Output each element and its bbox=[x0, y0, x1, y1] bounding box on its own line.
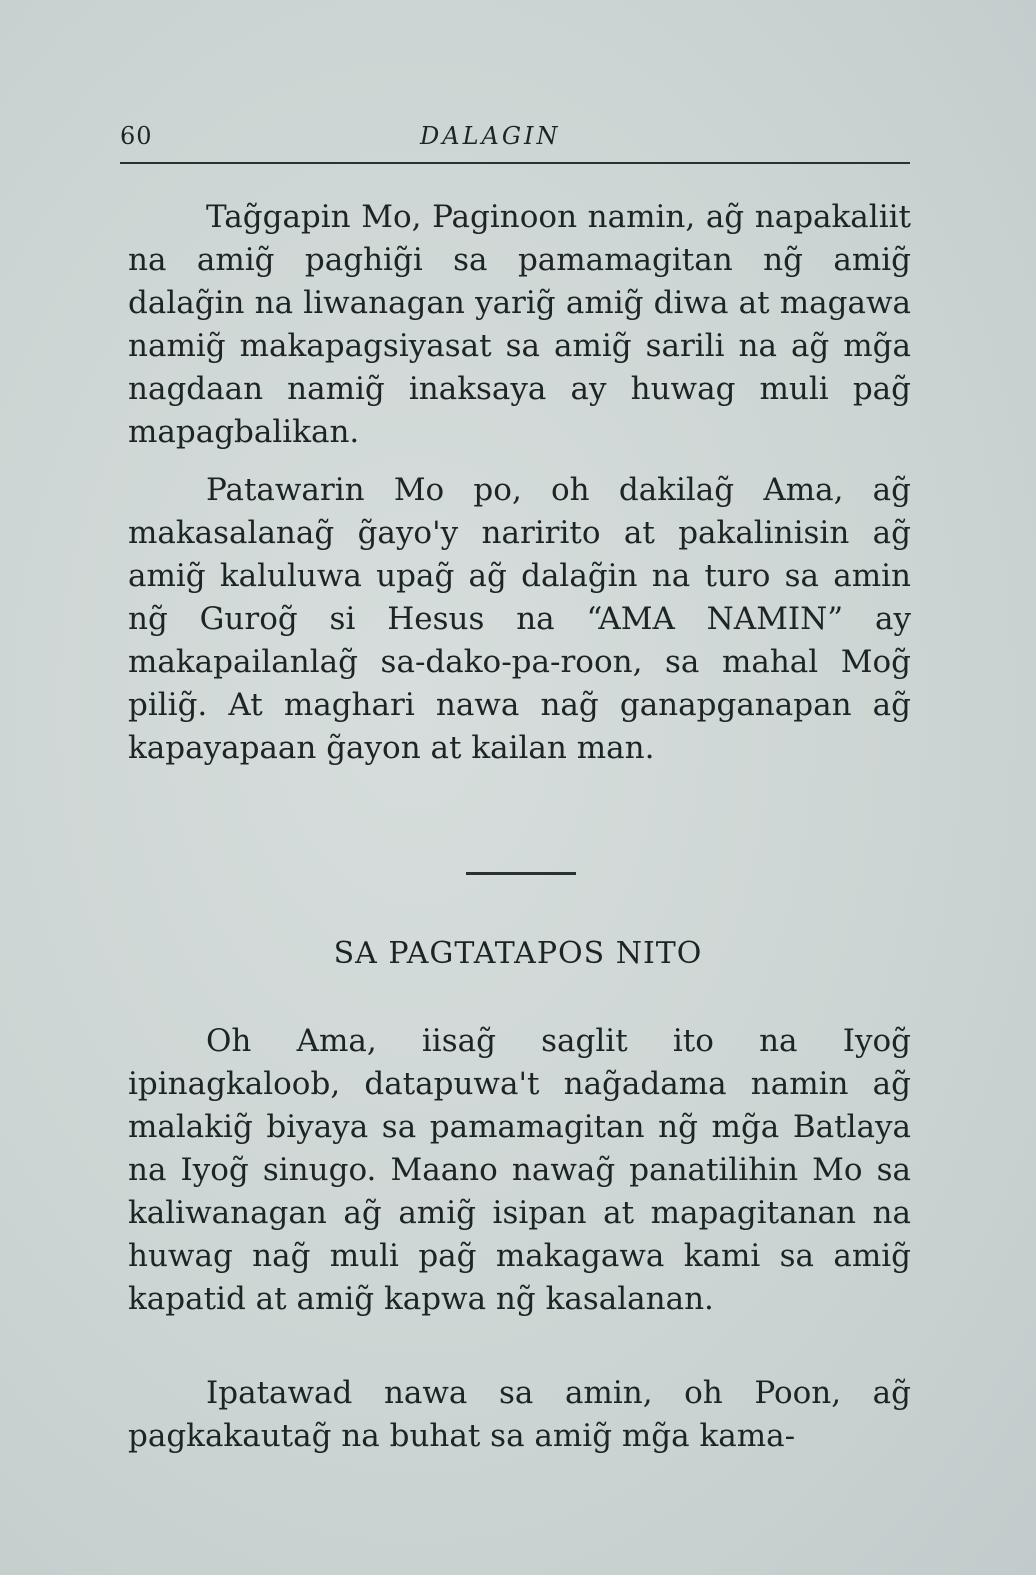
page-header bbox=[120, 118, 910, 164]
section-divider bbox=[466, 872, 576, 875]
paragraph-1: Tag̃gapin Mo, Paginoon namin, ag̃ napakaliit na amig̃ paghig̃i sa pamamagitan ng̃ amig̃ dalag̃in na liwanagan yarig̃ amig̃ diwa at magawa namig̃ makapagsiyasat sa amig̃ sarili na ag̃ mg̃a nagdaan namig̃ inaksaya ay huwag muli pag̃ mapagbalikan. bbox=[128, 199, 911, 450]
section-heading: SA PAGTATAPOS NITO bbox=[333, 936, 703, 971]
running-head: DALAGIN bbox=[420, 122, 561, 150]
section-paragraph-2: Ipatawad nawa sa amin, oh Poon, ag̃ pagkakautag̃ na buhat sa amig̃ mg̃a kama- bbox=[128, 1375, 911, 1454]
paragraph-2: Patawarin Mo po, oh dakilag̃ Ama, ag̃ makasalanag̃ g̃ayo'y naririto at pakalinisin ag̃ amig̃ kaluluwa upag̃ ag̃ dalag̃in na turo sa amin ng̃ Gurog̃ si Hesus na “AMA NAMIN” ay makapailanlag̃ sa-dako-pa-roon, sa mahal Mog̃ pilig̃. At maghari nawa nag̃ ganapganapan ag̃ kapayapaan g̃ayon at kailan man. bbox=[128, 472, 911, 766]
page-number: 60 bbox=[120, 122, 153, 150]
section-paragraph-1: Oh Ama, iisag̃ saglit ito na Iyog̃ ipinagkaloob, datapuwa't nag̃adama namin ag̃ malakig̃ biyaya sa pamamagitan ng̃ mg̃a Batlaya na Iyog̃ sinugo. Maano nawag̃ panatilihin Mo sa kaliwanagan ag̃ amig̃ isipan at mapagitanan na huwag nag̃ muli pag̃ makagawa kami sa amig̃ kapatid at amig̃ kapwa ng̃ kasalanan. bbox=[128, 1023, 911, 1317]
